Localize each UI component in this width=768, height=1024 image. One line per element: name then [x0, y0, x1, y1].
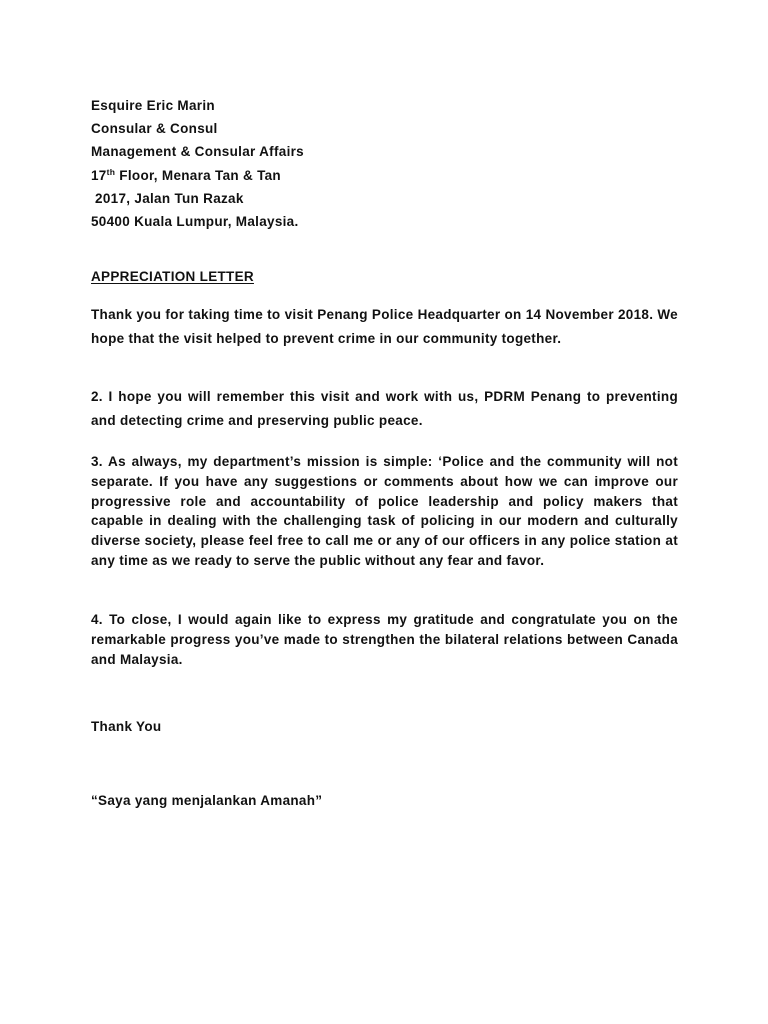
- recipient-address-block: [91, 94, 678, 233]
- paragraph-1: Thank you for taking time to visit Penang Police Headquarter on 14 November 2018. We hope that the visit helped to prevent crime in our community together.: [91, 307, 678, 346]
- letter-subject: APPRECIATION LETTER: [91, 269, 254, 284]
- recipient-title: Consular & Consul: [91, 121, 218, 137]
- floor-building: Floor, Menara Tan & Tan: [115, 167, 281, 183]
- recipient-street: 2017, Jalan Tun Razak: [91, 190, 244, 206]
- letter-closing: Thank You: [91, 719, 162, 734]
- floor-ordinal-suffix: th: [106, 166, 116, 177]
- paragraph-4: 4. To close, I would again like to express my gratitude and congratulate you on the remarkable progress you’ve made to strengthen the bilateral relations between Canada and Malaysia.: [91, 612, 678, 667]
- paragraph-2: 2. I hope you will remember this visit and work with us, PDRM Penang to preventing and detecting crime and preserving public peace.: [91, 389, 678, 428]
- recipient-name: Esquire Eric Marin: [91, 98, 215, 113]
- floor-number: 17: [91, 167, 107, 183]
- recipient-department: Management & Consular Affairs: [91, 144, 304, 160]
- recipient-floor: [91, 164, 678, 187]
- recipient-city: 50400 Kuala Lumpur, Malaysia.: [91, 214, 299, 230]
- letter-motto: “Saya yang menjalankan Amanah”: [91, 793, 323, 808]
- paragraph-3: 3. As always, my department’s mission is simple: ‘Police and the community will not separate. If you have any suggestions or comments about how we can improve our progressive role and accountability of police leadership and policy makers that capable in dealing with the challenging task of policing in our modern and culturally diverse society, please feel free to call me or any of our officers in any police station at any time as we ready to serve the public without any fear and favor.: [91, 454, 678, 568]
